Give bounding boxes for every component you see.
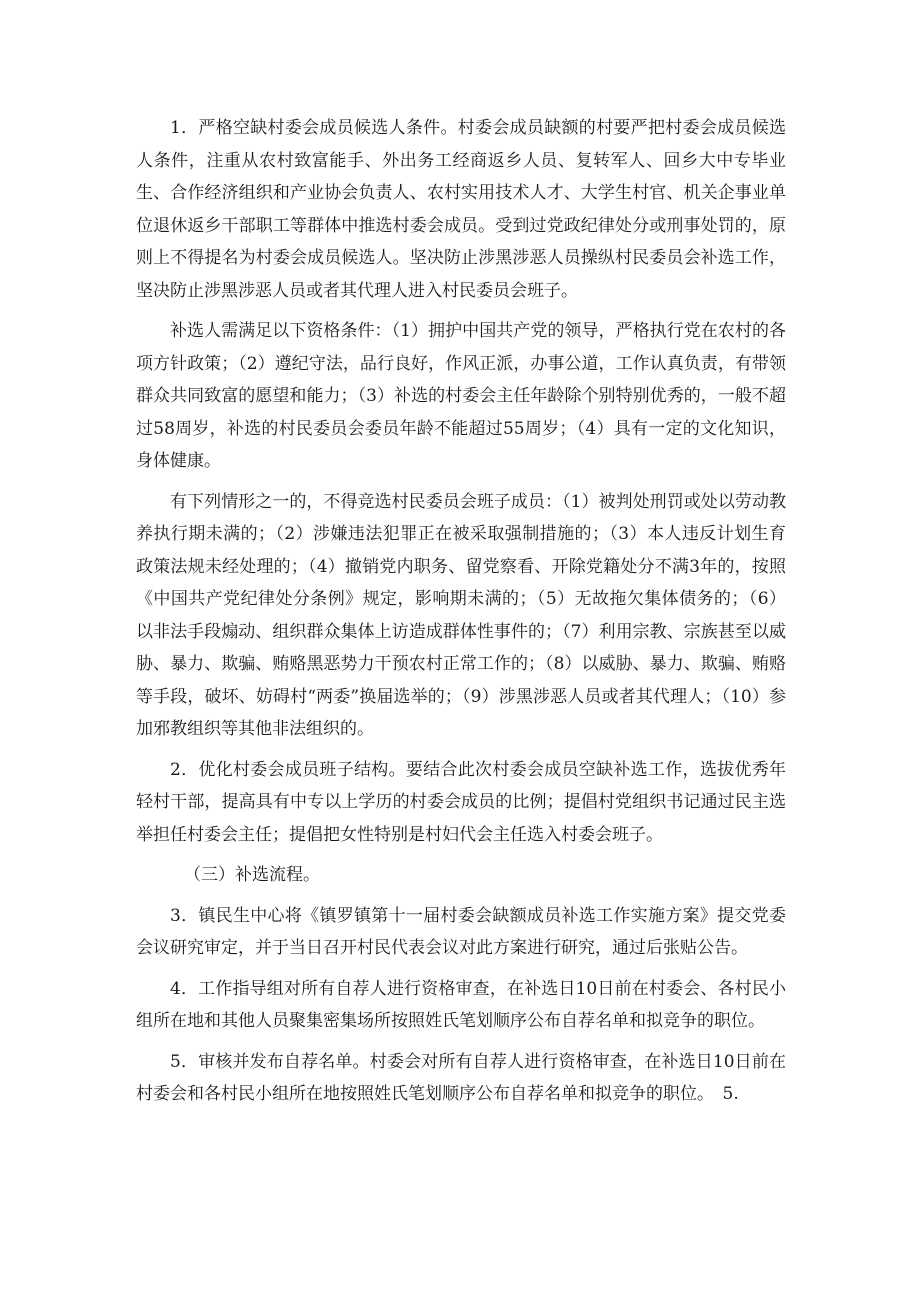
paragraph-step-5: 5．审核并发布自荐名单。村委会对所有自荐人进行资格审查，在补选日10日前在村委会和各村民小组所在地按照姓氏笔划顺序公布自荐名单和拟竞争的职位。 5. [136,1051,786,1104]
paragraph-step-4: 4．工作指导组对所有自荐人进行资格审查，在补选日10日前在村委会、各村民小组所在地和其他人员聚集密集场所按照姓氏笔划顺序公布自荐名单和拟竞争的职位。 [136,978,786,1031]
paragraph-team-structure: 2．优化村委会成员班子结构。要结合此次村委会成员空缺补选工作，选拔优秀年轻村干部，提高具有中专以上学历的村委会成员的比例；提倡村党组织书记通过民主选举担任村委会主任；提倡把女性特别是村妇代会主任选入村委会班子。 [136,759,786,845]
paragraph-qualifications: 补选人需满足以下资格条件：（1）拥护中国共产党的领导，严格执行党在农村的各项方针政策；（2）遵纪守法，品行良好，作风正派，办事公道，工作认真负责，有带领群众共同致富的愿望和能力；（3）补选的村委会主任年龄除个别特别优秀的，一般不超过58周岁，补选的村民委员会委员年龄不能超过55周岁；（4）具有一定的文化知识，身体健康。 [136,321,786,471]
document-body [136,112,786,1119]
paragraph-candidate-conditions: 1．严格空缺村委会成员候选人条件。村委会成员缺额的村要严把村委会成员候选人条件，注重从农村致富能手、外出务工经商返乡人员、复转军人、回乡大中专毕业生、合作经济组织和产业协会负责人、农村实用技术人才、大学生村官、机关企事业单位退休返乡干部职工等群体中推选村委会成员。受到过党政纪律处分或刑事处罚的，原则上不得提名为村委会成员候选人。坚决防止涉黑涉恶人员操纵村民委员会补选工作，坚决防止涉黑涉恶人员或者其代理人进入村民委员会班子。 [136,118,786,301]
paragraph-disqualifications: 有下列情形之一的，不得竞选村民委员会班子成员：（1）被判处刑罚或处以劳动教养执行期未满的；（2）涉嫌违法犯罪正在被采取强制措施的；（3）本人违反计划生育政策法规未经处理的；（4）撤销党内职务、留党察看、开除党籍处分不满3年的，按照《中国共产党纪律处分条例》规定，影响期未满的；（5）无故拖欠集体债务的；（6）以非法手段煽动、组织群众集体上访造成群体性事件的；（7）利用宗教、宗族甚至以威胁、暴力、欺骗、贿赂黑恶势力干预农村正常工作的；（8）以威胁、暴力、欺骗、贿赂等手段，破坏、妨碍村“两委”换届选举的；（9）涉黑涉恶人员或者其代理人；（10）参加邪教组织等其他非法组织的。 [136,491,786,739]
paragraph-step-3: 3．镇民生中心将《镇罗镇第十一届村委会缺额成员补选工作实施方案》提交党委会议研究审定，并于当日召开村民代表会议对此方案进行研究，通过后张贴公告。 [136,905,786,958]
section-heading-procedure: （三）补选流程。 [184,865,320,885]
